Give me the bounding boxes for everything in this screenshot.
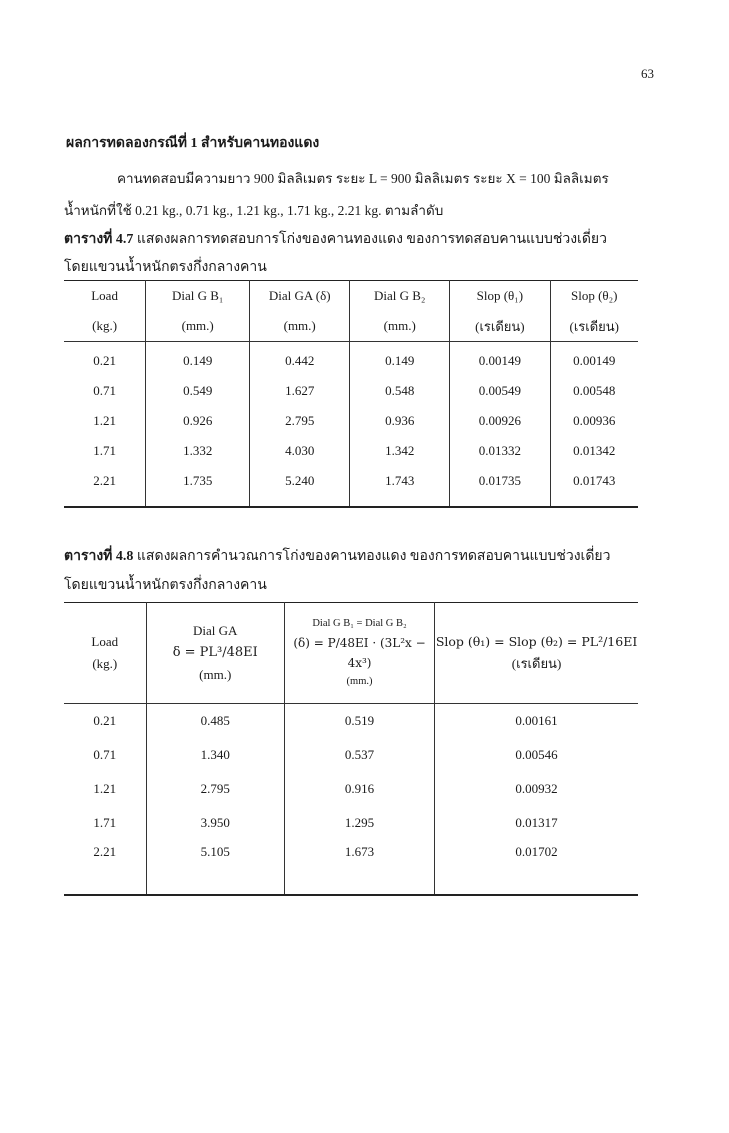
table-4-8-caption-line2: โดยแขวนน้ำหนักตรงกึ่งกลางคาน xyxy=(64,578,267,593)
table-cell: 2.795 xyxy=(146,772,284,806)
intro-line-1: คานทดสอบมีความยาว 900 มิลลิเมตร ระยะ L = 900 มิลลิเมตร ระยะ X = 100 มิลลิเมตร xyxy=(117,171,609,186)
table-4-7-label: ตารางที่ 4.7 xyxy=(64,232,134,247)
table-row xyxy=(64,704,638,739)
table-cell: 0.01743 xyxy=(550,466,638,507)
header-dial-ga: Dial GA (δ) xyxy=(250,281,350,312)
header-load: Load xyxy=(91,633,119,649)
header-slop-unit: (เรเดียน) xyxy=(511,655,562,671)
table-4-8-header-row xyxy=(64,603,638,704)
table-row xyxy=(64,436,638,466)
header-dial-gb2: Dial G B₂ xyxy=(350,281,450,312)
header-load-unit: (kg.) xyxy=(92,656,118,671)
table-cell: 0.548 xyxy=(350,376,450,406)
table-cell: 1.21 xyxy=(93,781,117,796)
table-cell: 1.342 xyxy=(350,436,450,466)
header-dial-gb1: Dial G B₁ xyxy=(146,281,250,312)
unit-cell: (mm.) xyxy=(350,311,450,342)
table-cell: 1.627 xyxy=(250,376,350,406)
unit-cell: (เรเดียน) xyxy=(550,311,638,342)
table-4-7-units-row xyxy=(64,311,638,342)
header-slop-formula: Slop (θ₁) = Slop (θ₂) = PL²/16EI xyxy=(435,634,638,650)
table-cell: 0.442 xyxy=(250,342,350,377)
table-cell: 5.240 xyxy=(250,466,350,507)
table-cell: 0.00932 xyxy=(435,772,638,806)
table-cell: 0.00149 xyxy=(550,342,638,377)
unit-cell: (mm.) xyxy=(146,311,250,342)
table-4-7-caption xyxy=(64,228,607,250)
table-cell: 0.00548 xyxy=(550,376,638,406)
table-4-7 xyxy=(64,280,638,508)
table-cell: 0.549 xyxy=(146,376,250,406)
table-cell: 1.21 xyxy=(93,413,116,428)
table-row xyxy=(64,806,638,840)
unit-cell: (kg.) xyxy=(64,311,146,342)
table-cell: 1.71 xyxy=(93,443,116,458)
table-cell: 2.21 xyxy=(93,844,117,859)
table-cell: 0.916 xyxy=(284,772,434,806)
table-cell: 1.295 xyxy=(284,806,434,840)
table-row xyxy=(64,840,638,895)
table-row xyxy=(64,466,638,507)
header-dial-gb-unit: (mm.) xyxy=(346,676,373,688)
table-4-8-label: ตารางที่ 4.8 xyxy=(64,549,134,564)
table-cell: 0.519 xyxy=(284,704,434,739)
table-4-7-caption-text: แสดงผลการทดสอบการโก่งของคานทองแดง ของการทดสอบคานแบบช่วงเดี่ยว xyxy=(133,232,607,247)
unit-cell: (เรเดียน) xyxy=(450,311,550,342)
table-4-8 xyxy=(64,602,638,896)
table-row xyxy=(64,342,638,377)
table-cell: 0.485 xyxy=(146,704,284,739)
table-cell: 0.537 xyxy=(284,738,434,772)
header-load: Load xyxy=(91,288,118,303)
table-cell: 2.795 xyxy=(250,406,350,436)
table-cell: 1.340 xyxy=(146,738,284,772)
table-cell: 5.105 xyxy=(146,840,284,895)
header-dial-ga-formula: δ = PL³/48EI xyxy=(172,644,258,660)
header-slop-2: Slop (θ₂) xyxy=(550,281,638,312)
header-dial-ga-unit: (mm.) xyxy=(199,667,232,683)
table-cell: 0.21 xyxy=(93,353,116,368)
table-cell: 0.149 xyxy=(350,342,450,377)
header-slop-1: Slop (θ₁) xyxy=(450,281,550,312)
header-load-cell xyxy=(64,603,146,704)
table-cell: 0.71 xyxy=(93,747,117,762)
table-4-7-header-row xyxy=(64,281,638,312)
table-cell: 0.01342 xyxy=(550,436,638,466)
table-cell: 0.926 xyxy=(146,406,250,436)
table-row xyxy=(64,406,638,436)
table-cell: 0.936 xyxy=(350,406,450,436)
table-cell: 0.00546 xyxy=(435,738,638,772)
table-cell: 1.743 xyxy=(350,466,450,507)
table-4-8-caption-text: แสดงผลการคำนวณการโก่งของคานทองแดง ของการทดสอบคานแบบช่วงเดี่ยว xyxy=(133,549,611,564)
table-4-8-caption xyxy=(64,545,610,567)
header-dial-gb-cell xyxy=(284,603,434,704)
table-cell: 0.00936 xyxy=(550,406,638,436)
unit-cell: (mm.) xyxy=(250,311,350,342)
table-cell: 2.21 xyxy=(93,473,116,488)
table-cell: 0.01702 xyxy=(435,840,638,895)
header-slop-cell xyxy=(435,603,638,704)
header-dial-gb: Dial G B₁ = Dial G B₂ xyxy=(312,617,407,629)
table-cell: 0.01317 xyxy=(435,806,638,840)
table-cell: 1.673 xyxy=(284,840,434,895)
page-number: 63 xyxy=(641,66,654,81)
table-row xyxy=(64,772,638,806)
table-cell: 0.00161 xyxy=(435,704,638,739)
table-cell: 1.332 xyxy=(146,436,250,466)
table-cell: 0.21 xyxy=(93,713,117,728)
table-cell: 0.01735 xyxy=(450,466,550,507)
table-row xyxy=(64,738,638,772)
table-cell: 3.950 xyxy=(146,806,284,840)
table-row xyxy=(64,376,638,406)
header-dial-ga: Dial GA xyxy=(193,622,238,638)
table-4-7-caption-line2: โดยแขวนน้ำหนักตรงกึ่งกลางคาน xyxy=(64,260,267,275)
table-cell: 4.030 xyxy=(250,436,350,466)
header-dial-ga-cell xyxy=(146,603,284,704)
table-cell: 0.00149 xyxy=(450,342,550,377)
table-cell: 0.00926 xyxy=(450,406,550,436)
table-cell: 1.735 xyxy=(146,466,250,507)
intro-line-2: น้ำหนักที่ใช้ 0.21 kg., 0.71 kg., 1.21 kg., 1.71 kg., 2.21 kg. ตามลำดับ xyxy=(64,203,444,218)
header-dial-gb-formula: (δ) = P/48EI · (3L²x − 4x³) xyxy=(293,635,426,670)
table-cell: 0.149 xyxy=(146,342,250,377)
table-cell: 0.01332 xyxy=(450,436,550,466)
table-cell: 0.71 xyxy=(93,383,116,398)
section-heading: ผลการทดลองกรณีที่ 1 สำหรับคานทองแดง xyxy=(66,136,320,151)
table-cell: 1.71 xyxy=(93,815,117,830)
table-cell: 0.00549 xyxy=(450,376,550,406)
